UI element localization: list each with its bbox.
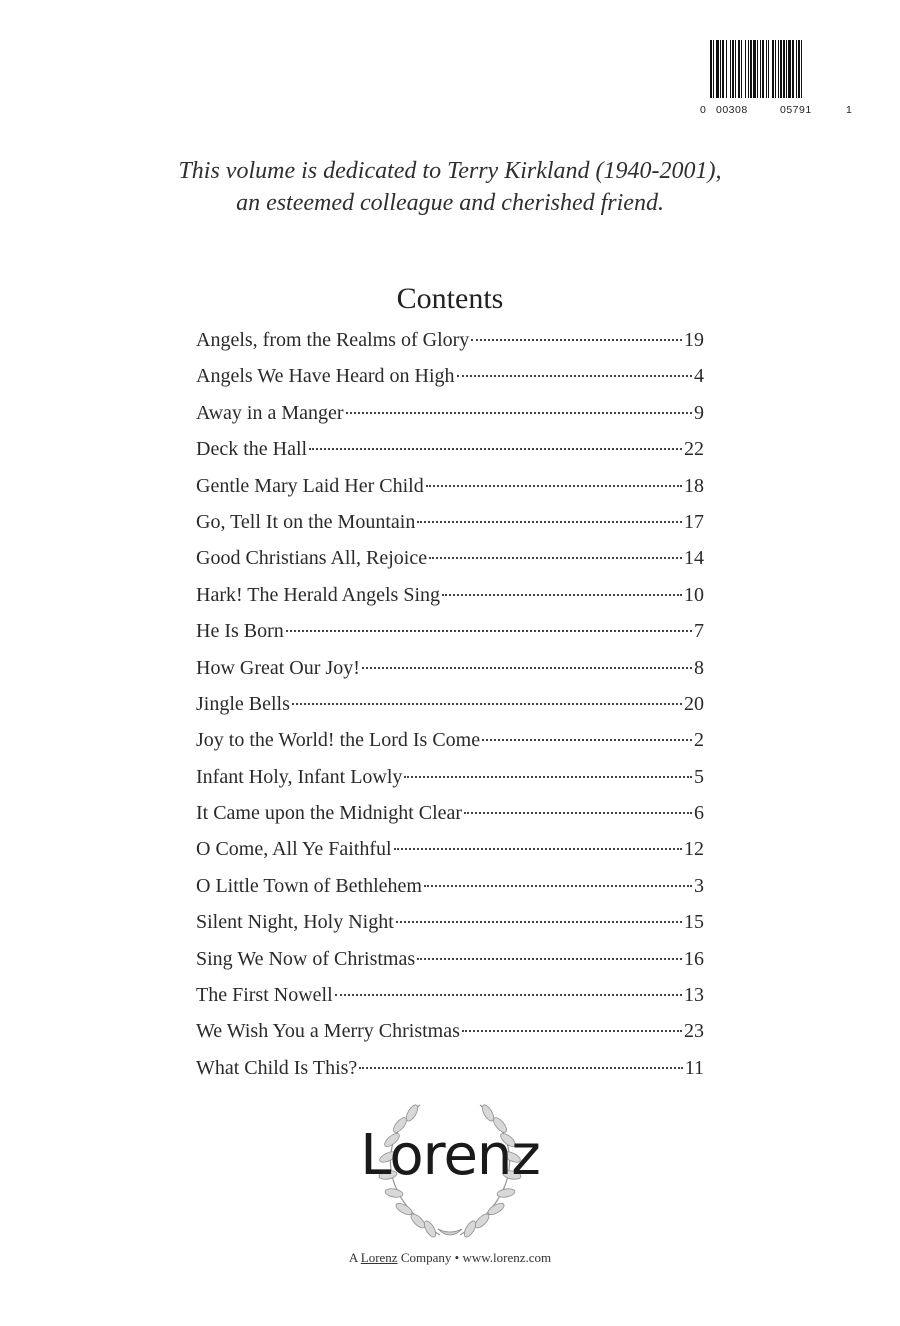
- toc-leader-dots: [346, 412, 692, 414]
- footer: [0, 1250, 900, 1266]
- barcode: [700, 40, 855, 130]
- toc-entry: [196, 650, 704, 686]
- toc-leader-dots: [417, 958, 682, 960]
- barcode-digits-group1: 00308: [716, 104, 748, 116]
- toc-entry-title: The First Nowell: [196, 984, 333, 1007]
- toc-leader-dots: [457, 375, 692, 377]
- toc-entry-page: 16: [684, 947, 704, 970]
- toc-entry: [196, 613, 704, 649]
- toc-entry-page: 11: [684, 1056, 704, 1079]
- toc-entry: [196, 868, 704, 904]
- toc-entry: [196, 431, 704, 467]
- toc-leader-dots: [359, 1067, 682, 1069]
- toc-entry-page: 2: [694, 729, 704, 752]
- dedication: [0, 155, 900, 219]
- toc-entry-title: Good Christians All, Rejoice: [196, 547, 428, 570]
- toc-leader-dots: [429, 557, 682, 559]
- toc-leader-dots: [396, 921, 682, 923]
- toc-entry: [196, 540, 704, 576]
- toc-entry: [196, 686, 704, 722]
- toc-entry-title: It Came upon the Midnight Clear: [196, 802, 463, 825]
- footer-prefix: A: [348, 1250, 358, 1265]
- toc-leader-dots: [362, 667, 692, 669]
- toc-entry-page: 19: [684, 329, 704, 351]
- toc-leader-dots: [482, 739, 692, 741]
- lorenz-logo: [350, 1095, 550, 1245]
- toc-entry-page: 15: [684, 911, 704, 934]
- toc-entry-title: Joy to the World! the Lord Is Come: [196, 729, 481, 752]
- toc-leader-dots: [394, 848, 682, 850]
- dedication-line-2: an esteemed colleague and cherished friend.: [236, 190, 664, 216]
- toc-entry: [196, 759, 704, 795]
- toc-entry: [196, 904, 704, 940]
- footer-suffix: Company: [400, 1250, 452, 1265]
- table-of-contents: [196, 322, 704, 1086]
- toc-entry: [196, 941, 704, 977]
- toc-leader-dots: [464, 812, 692, 814]
- toc-entry-page: 17: [684, 510, 704, 533]
- barcode-digits-group2: 05791: [780, 104, 812, 116]
- toc-leader-dots: [404, 776, 692, 778]
- toc-entry-page: 12: [684, 838, 704, 861]
- toc-entry-page: 8: [694, 656, 704, 679]
- toc-leader-dots: [292, 703, 682, 705]
- toc-leader-dots: [309, 448, 682, 450]
- toc-entry-title: Sing We Now of Christmas: [196, 947, 416, 970]
- toc-leader-dots: [442, 594, 682, 596]
- toc-entry-title: Jingle Bells: [196, 692, 290, 715]
- footer-separator: •: [454, 1250, 460, 1265]
- footer-brand: Lorenz: [360, 1250, 398, 1265]
- toc-entry: [196, 831, 704, 867]
- toc-leader-dots: [417, 521, 682, 523]
- toc-entry: [196, 358, 704, 394]
- toc-entry-page: 4: [694, 365, 704, 388]
- toc-entry: [196, 1050, 704, 1086]
- toc-entry-title: Gentle Mary Laid Her Child: [196, 474, 424, 497]
- toc-entry-title: Angels, from the Realms of Glory: [196, 329, 470, 351]
- toc-entry-title: O Little Town of Bethlehem: [196, 874, 422, 897]
- toc-entry: [196, 1013, 704, 1049]
- lorenz-wordmark: Lorenz: [360, 1123, 540, 1188]
- toc-entry-page: 22: [684, 438, 704, 461]
- barcode-digit-right: 1: [846, 104, 853, 116]
- toc-entry-title: Deck the Hall: [196, 438, 308, 461]
- toc-entry-title: We Wish You a Merry Christmas: [196, 1020, 460, 1043]
- toc-entry: [196, 795, 704, 831]
- toc-entry-title: Go, Tell It on the Mountain: [196, 510, 416, 533]
- barcode-digit-left: 0: [700, 104, 707, 116]
- dedication-line-1: This volume is dedicated to Terry Kirkland (1940-2001),: [178, 158, 722, 184]
- barcode-bars: [710, 40, 845, 102]
- toc-entry-page: 14: [684, 547, 704, 570]
- toc-entry-page: 6: [694, 802, 704, 825]
- toc-entry-title: Silent Night, Holy Night: [196, 911, 394, 934]
- toc-entry-page: 3: [694, 874, 704, 897]
- footer-url: www.lorenz.com: [462, 1250, 552, 1265]
- toc-entry-page: 10: [684, 583, 704, 606]
- contents-title: Contents: [396, 282, 504, 315]
- toc-entry-title: What Child Is This?: [196, 1056, 358, 1079]
- toc-entry-title: Angels We Have Heard on High: [196, 365, 455, 388]
- toc-entry-page: 13: [684, 984, 704, 1007]
- toc-entry-page: 5: [694, 765, 704, 788]
- toc-leader-dots: [424, 885, 692, 887]
- toc-leader-dots: [426, 485, 682, 487]
- toc-entry-title: How Great Our Joy!: [196, 656, 360, 679]
- toc-entry-title: O Come, All Ye Faithful: [196, 838, 392, 861]
- toc-entry-title: Infant Holy, Infant Lowly: [196, 765, 403, 788]
- toc-entry: [196, 395, 704, 431]
- toc-entry-page: 7: [694, 620, 704, 643]
- toc-leader-dots: [462, 1030, 682, 1032]
- toc-entry-title: Away in a Manger: [196, 401, 344, 424]
- toc-entry-title: Hark! The Herald Angels Sing: [196, 583, 441, 606]
- toc-entry: [196, 468, 704, 504]
- toc-entry-page: 18: [684, 474, 704, 497]
- toc-entry: [196, 977, 704, 1013]
- toc-entry-page: 23: [684, 1020, 704, 1043]
- toc-leader-dots: [471, 339, 682, 341]
- toc-entry-page: 9: [694, 401, 704, 424]
- toc-entry: [196, 322, 704, 358]
- toc-leader-dots: [335, 994, 682, 996]
- toc-entry-title: He Is Born: [196, 620, 284, 643]
- toc-leader-dots: [286, 630, 692, 632]
- toc-entry: [196, 722, 704, 758]
- toc-entry-page: 20: [684, 692, 704, 715]
- toc-entry: [196, 577, 704, 613]
- toc-entry: [196, 504, 704, 540]
